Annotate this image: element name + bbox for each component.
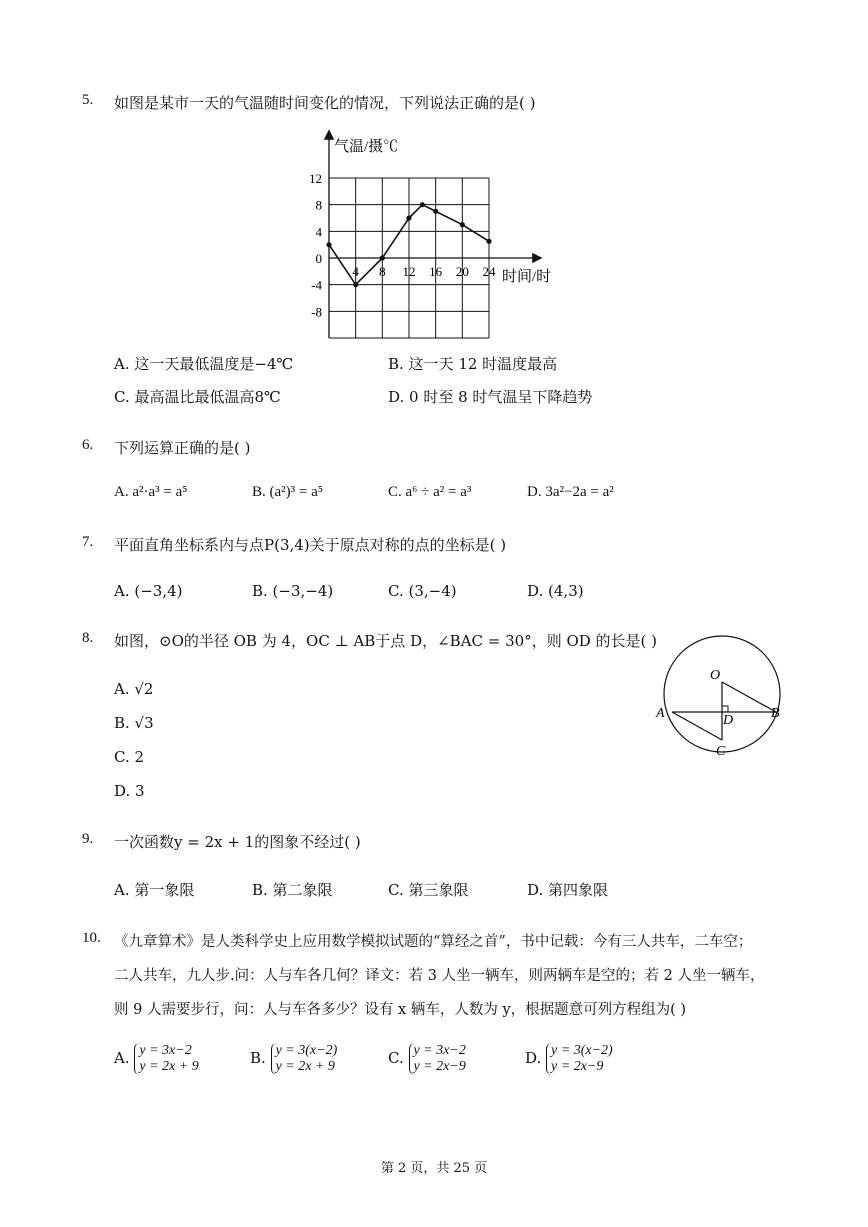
option-d — [525, 1043, 613, 1075]
option-c: C. 2 — [114, 748, 145, 766]
equation: y = 2x + 9 — [275, 1059, 335, 1074]
equation: y = 2x + 9 — [139, 1059, 199, 1074]
data-point — [380, 255, 385, 260]
data-point — [420, 202, 425, 207]
option-letter: A. — [114, 1049, 130, 1067]
option-b: B. 这一天 12 时温度最高 — [388, 355, 558, 373]
x-tick-label: 20 — [455, 264, 469, 279]
right-angle-mark — [722, 706, 728, 712]
question-number: 8. — [82, 630, 94, 646]
x-tick-label: 8 — [379, 264, 386, 279]
y-axis-label: 气温/摄℃ — [334, 139, 399, 155]
y-tick-label: 12 — [309, 171, 322, 186]
label-a: A — [656, 706, 665, 721]
option-b: B. √3 — [114, 714, 154, 732]
option-a: A. (−3,4) — [114, 582, 183, 600]
equation-system — [134, 1043, 198, 1075]
x-tick-label: 16 — [429, 264, 443, 279]
question-number: 9. — [82, 831, 94, 847]
option-letter: B. — [250, 1049, 266, 1067]
equation: y = 3(x−2) — [275, 1043, 338, 1058]
option-b: B. (−3,−4) — [252, 582, 334, 600]
option-d: D. 第四象限 — [527, 881, 609, 899]
option-d: D. 3 — [114, 782, 145, 800]
option-d: D. 0 时至 8 时气温呈下降趋势 — [388, 388, 593, 406]
equation: y = 3(x−2) — [551, 1043, 613, 1058]
y-tick-label: 0 — [315, 251, 322, 266]
question-number: 10. — [82, 930, 101, 946]
label-o: O — [710, 668, 721, 683]
equation: y = 2x−9 — [413, 1059, 466, 1074]
option-a: A. a²·a³ = a⁵ — [114, 484, 188, 500]
y-tick-label: -8 — [311, 304, 322, 320]
option-letter: D. — [525, 1049, 542, 1067]
option-a: A. √2 — [114, 680, 154, 698]
segment-ac — [672, 712, 722, 740]
question-stem-line3: 则 9 人需要步行，问：人与车各多少？设有 x 辆车，人数为 y，根据题意可列方程组为( ) — [114, 1002, 687, 1018]
option-c — [388, 1043, 466, 1075]
option-a — [114, 1043, 199, 1075]
x-axis-label: 时间/时 — [502, 269, 552, 285]
option-d: D. (4,3) — [527, 582, 584, 600]
question-number: 7. — [82, 534, 94, 550]
question-stem: 一次函数y = 2x + 1的图象不经过( ) — [114, 833, 361, 851]
data-point — [486, 239, 491, 244]
option-b: B. (a²)³ = a⁵ — [252, 484, 323, 500]
question-stem: 如图是某市一天的气温随时间变化的情况，下列说法正确的是( ) — [114, 94, 536, 112]
data-point — [353, 282, 358, 287]
x-tick-label: 12 — [402, 264, 416, 279]
equation-system — [409, 1043, 466, 1075]
option-letter: C. — [388, 1049, 404, 1067]
data-point — [460, 222, 465, 227]
option-d: D. 3a²−2a = a² — [527, 484, 614, 500]
option-a: A. 这一天最低温度是−4℃ — [114, 355, 294, 373]
question-stem: 如图，⊙O的半径 OB 为 4，OC ⊥ AB于点 D，∠BAC = 30°，则 OD 的长是( ) — [114, 632, 658, 650]
question-stem: 下列运算正确的是( ) — [114, 439, 251, 457]
label-c: C — [716, 744, 726, 759]
x-tick-label: 4 — [352, 264, 359, 279]
option-b — [250, 1043, 337, 1075]
question-number: 5. — [82, 92, 94, 108]
label-d: D — [723, 713, 734, 728]
question-number: 6. — [82, 437, 94, 453]
x-tick-label: 24 — [482, 264, 496, 279]
radius-ob — [722, 682, 776, 712]
option-a: A. 第一象限 — [114, 881, 195, 899]
equation: y = 3x−2 — [413, 1043, 466, 1058]
equation: y = 3x−2 — [139, 1043, 192, 1058]
equation-system — [271, 1043, 338, 1075]
equation: y = 2x−9 — [551, 1059, 604, 1074]
circle-diagram — [654, 624, 794, 764]
page-footer: 第 2 页，共 25 页 — [380, 1161, 488, 1176]
question-stem-line2: 二人共车，九人步.问：人与车各几何？译文：若 3 人坐一辆车，则两辆车是空的；若 2 人坐一辆车， — [114, 968, 765, 984]
option-c: C. 第三象限 — [388, 881, 469, 899]
data-point — [326, 242, 331, 247]
option-c: C. (3,−4) — [388, 582, 457, 600]
question-stem: 平面直角坐标系内与点P(3,4)关于原点对称的点的坐标是( ) — [114, 536, 507, 554]
y-tick-label: -4 — [311, 277, 322, 293]
option-b: B. 第二象限 — [252, 881, 333, 899]
option-c: C. a⁶ ÷ a² = a³ — [388, 484, 472, 500]
label-b: B — [771, 706, 780, 721]
question-stem-line1: 《九章算术》是人类科学史上应用数学模拟试题的“算经之首”，书中记载：今有三人共车，二车空； — [114, 934, 753, 950]
temperature-line — [329, 205, 489, 285]
y-tick-label: 8 — [315, 197, 322, 213]
y-tick-label: 4 — [315, 224, 322, 240]
equation-system — [546, 1043, 613, 1075]
data-point — [433, 209, 438, 214]
data-point — [406, 215, 411, 220]
option-c: C. 最高温比最低温高8℃ — [114, 388, 281, 406]
